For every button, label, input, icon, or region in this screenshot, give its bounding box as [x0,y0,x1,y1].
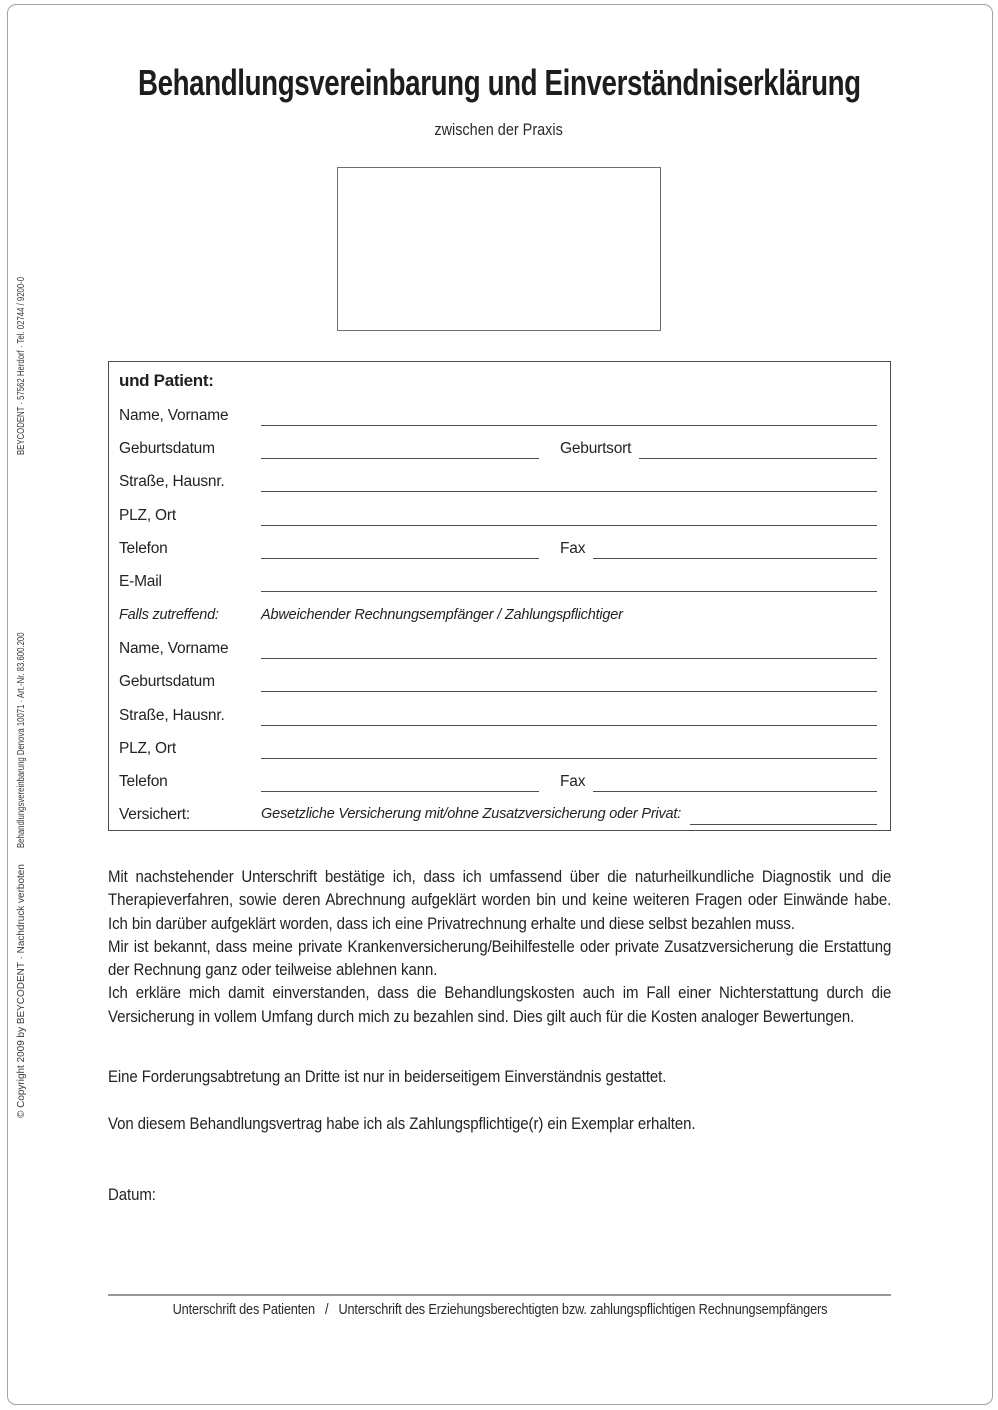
patient-email-line[interactable] [261,568,877,592]
patient-fax-line[interactable] [593,535,877,559]
form-row [119,435,877,462]
patient-phone-line[interactable] [261,535,539,559]
field-label-phone: Telefon [119,540,168,557]
form-row [119,668,877,695]
field-label-payer-name: Name, Vorname [119,640,229,657]
consent-paragraph-2: Mir ist bekannt, dass meine private Krankenversicherung/Beihilfestelle oder private Zusatzversicherung die Erstattung der Rechnung ganz oder teilweise ablehnen kann. [108,936,892,980]
patient-city-line[interactable] [261,502,877,526]
insured-note-text: Gesetzliche Versicherung mit/ohne Zusatzversicherung oder Privat: [261,806,682,822]
patient-data-box [108,361,891,831]
page-title: Behandlungsvereinbarung und Einverständniserklärung [137,62,861,103]
field-label-birthplace: Geburtsort [560,440,632,457]
imprint-publisher: BEYCODENT · 57562 Herdorf · Tel. 02744 / 9200-0 [15,276,27,455]
field-label-insured: Versichert: [119,806,191,823]
consent-paragraphs [108,865,891,1028]
patient-birthdate-line[interactable] [261,435,539,459]
insurance-line[interactable] [690,801,877,825]
field-label-payer-city: PLZ, Ort [119,740,176,757]
field-label-payer-phone: Telefon [119,773,168,790]
conditional-note-label: Falls zutreffend: [119,607,219,623]
conditional-note-row [119,602,877,629]
conditional-note-text: Abweichender Rechnungsempfänger / Zahlungspflichtiger [261,607,623,623]
imprint-copyright: © Copyright 2009 by BEYCODENT · Nachdruck verboten [15,864,27,1118]
form-row [119,702,877,729]
field-label-name: Name, Vorname [119,407,229,424]
field-label-fax: Fax [560,540,586,557]
form-row [119,735,877,762]
form-row [119,635,877,662]
patient-street-line[interactable] [261,468,877,492]
page-subtitle: zwischen der Praxis [434,120,564,139]
practice-stamp-box[interactable] [337,167,661,331]
field-label-payer-birthdate: Geburtsdatum [119,673,215,690]
patient-box-heading: und Patient: [119,371,214,390]
imprint-article-number: Behandlungsvereinbarung Denova 10071 · Art.-Nr. 83.600.200 [15,632,27,848]
payer-name-line[interactable] [261,635,877,659]
form-row [119,568,877,595]
date-label: Datum: [108,1185,156,1204]
payer-phone-line[interactable] [261,768,539,792]
copy-received-clause: Von diesem Behandlungsvertrag habe ich als Zahlungspflichtige(r) ein Exemplar erhalten. [108,1114,696,1133]
signature-line[interactable] [108,1294,891,1296]
form-row [119,468,877,495]
form-row [119,801,877,828]
field-label-payer-fax: Fax [560,773,586,790]
patient-birthplace-line[interactable] [639,435,877,459]
signature-caption: Unterschrift des Patienten / Unterschrift des Erziehungsberechtigten bzw. zahlungspflichtigen Rechnungsempfängers [172,1302,827,1318]
field-label-birthdate: Geburtsdatum [119,440,215,457]
field-label-city: PLZ, Ort [119,507,176,524]
assignment-clause: Eine Forderungsabtretung an Dritte ist nur in beiderseitigem Einverständnis gestattet. [108,1067,667,1086]
payer-birthdate-line[interactable] [261,668,877,692]
form-row [119,535,877,562]
field-label-street: Straße, Hausnr. [119,473,225,490]
form-row [119,768,877,795]
field-label-payer-street: Straße, Hausnr. [119,707,225,724]
consent-paragraph-3: Ich erkläre mich damit einverstanden, dass die Behandlungskosten auch im Fall einer Nichterstattung durch die Versicherung in vollem Umfang durch mich zu bezahlen sind. Dies gilt auch für die Kosten analoger Bewertungen. [108,983,892,1026]
patient-name-line[interactable] [261,402,877,426]
consent-paragraph-1: Mit nachstehender Unterschrift bestätige ich, dass ich umfassend über die naturheilkundliche Diagnostik und die Therapieverfahren, sowie deren Abrechnung aufgeklärt worden bin und keine weiteren Fragen oder Einwände habe. Ich bin darüber aufgeklärt worden, dass ich eine Privatrechnung erhalte und diese selbst bezahlen muss. [108,867,892,933]
payer-street-line[interactable] [261,702,877,726]
payer-city-line[interactable] [261,735,877,759]
form-row [119,502,877,529]
field-label-email: E-Mail [119,573,162,590]
form-row [119,402,877,429]
payer-fax-line[interactable] [593,768,877,792]
